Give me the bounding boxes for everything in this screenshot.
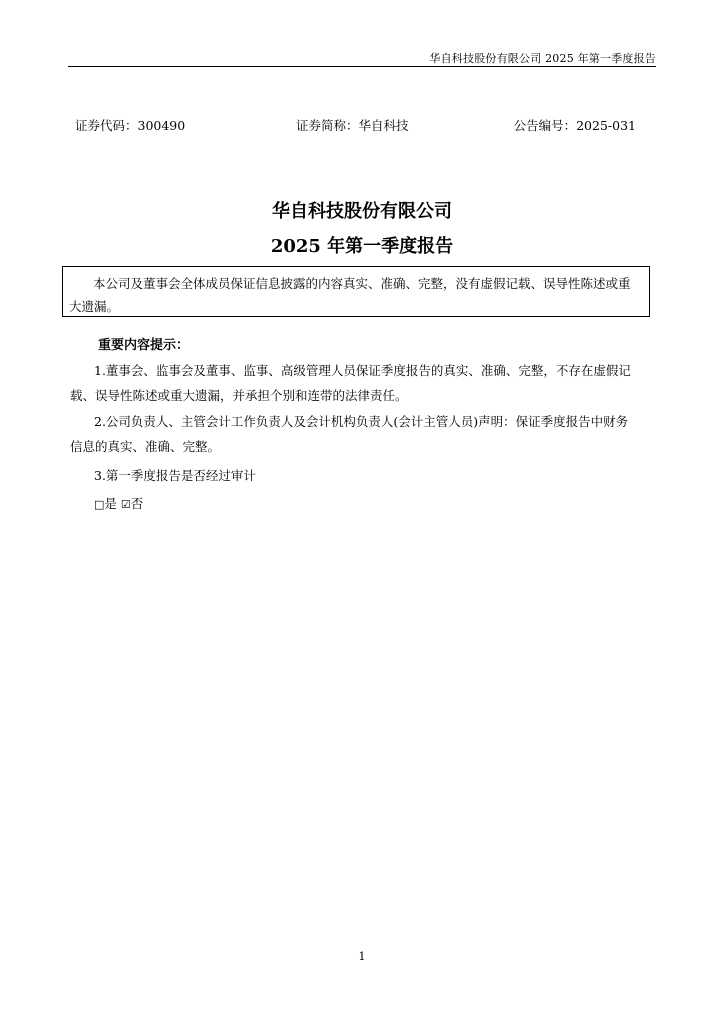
statement-box: [62, 266, 650, 317]
important-item-3: [70, 464, 656, 489]
option-no-label: 否: [130, 496, 144, 511]
important-item-2: [70, 410, 656, 459]
checked-box-icon: ☑: [120, 498, 131, 511]
item-3-text: 3.第一季度报告是否经过审计: [94, 468, 256, 483]
item-2-line-2: 信息的真实、准确、完整。: [70, 438, 221, 454]
unchecked-box-icon: □: [94, 498, 105, 511]
option-yes-label: 是: [104, 496, 117, 511]
header-rule: [68, 66, 656, 67]
statement-line-1: 本公司及董事会全体成员保证信息披露的内容真实、准确、完整，没有虚假记载、误导性陈述或重: [93, 276, 631, 291]
item-2-line-1: 2.公司负责人、主管会计工作负责人及会计机构负责人(会计主管人员)声明：保证季度报告中财务: [94, 414, 629, 429]
page-number: 1: [358, 950, 366, 963]
announcement-number: 公告编号：2025-031: [513, 118, 636, 133]
company-title: 华自科技股份有限公司: [272, 201, 452, 222]
important-item-1: [70, 359, 656, 408]
running-header: 华自科技股份有限公司 2025 年第一季度报告: [429, 52, 656, 65]
stock-code: 证券代码：300490: [75, 118, 186, 133]
statement-line-2: 大遗漏。: [69, 299, 120, 314]
audit-options: [94, 494, 143, 512]
item-1-line-2: 载、误导性陈述或重大遗漏，并承担个别和连带的法律责任。: [70, 387, 408, 403]
report-title: 2025 年第一季度报告: [270, 236, 454, 257]
important-heading: 重要内容提示：: [98, 338, 190, 353]
stock-short-name: 证券简称：华自科技: [296, 118, 409, 133]
item-1-line-1: 1.董事会、监事会及董事、监事、高级管理人员保证季度报告的真实、准确、完整，不存在虚假记: [94, 363, 631, 378]
